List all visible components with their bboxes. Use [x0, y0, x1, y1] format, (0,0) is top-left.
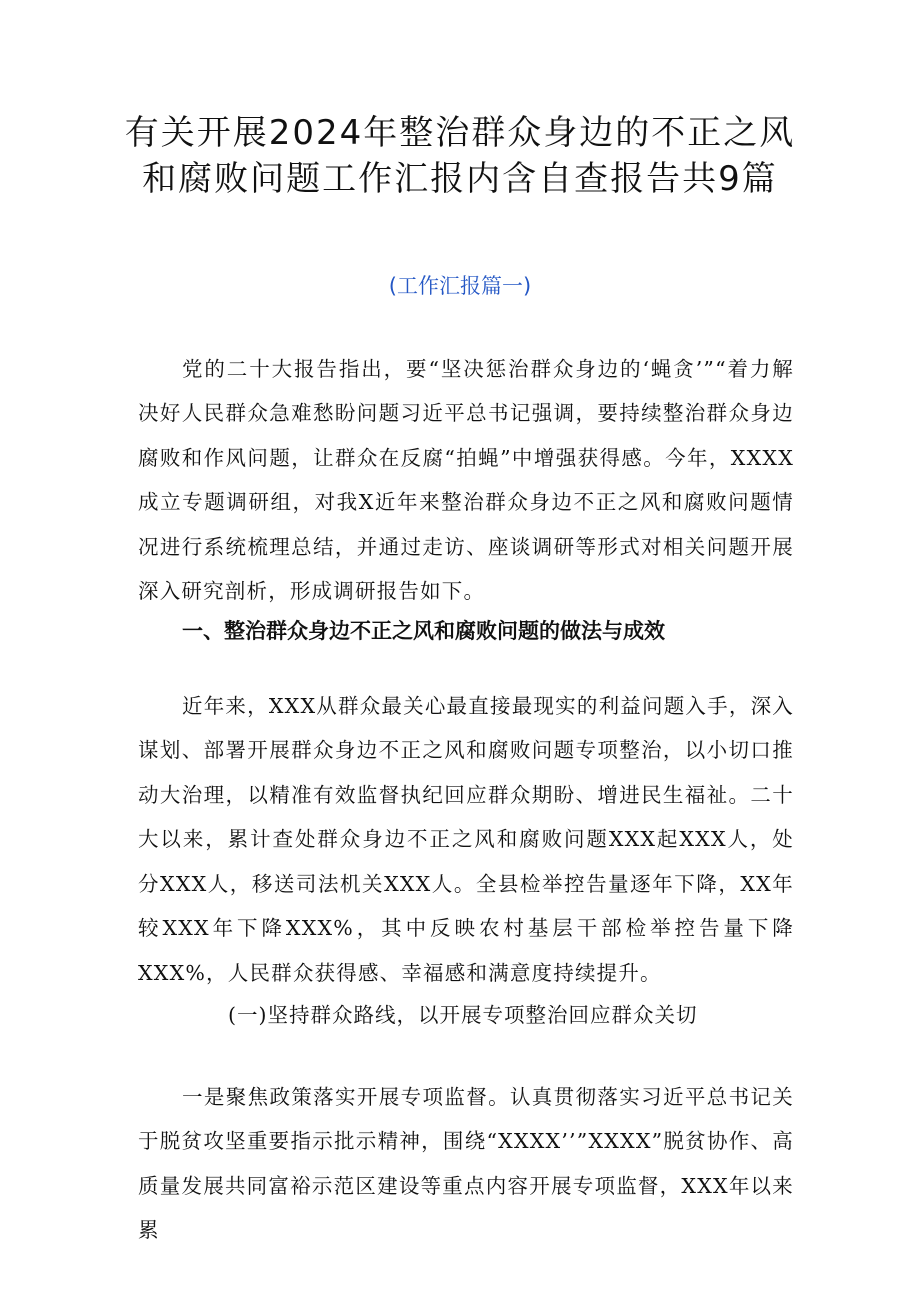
paragraph-achievements: 近年来，XXX从群众最关心最直接最现实的利益问题入手，深入谋划、部署开展群众身边不正之风和腐败问题专项整治，以小切口推动大治理，以精准有效监督执纪回应群众期盼、增进民生福祉。二十大以来，累计查处群众身边不正之风和腐败问题XXX起XXX人，处分XXX人，移送司法机关XXX人。全县检举控告量逐年下降，XX年较XXX年下降XXX%，其中反映农村基层干部检举控告量下降XXX%，人民群众获得感、幸福感和满意度持续提升。: [138, 693, 794, 985]
document-title-line1: 有关开展2024年整治群众身边的不正之风: [124, 113, 796, 153]
heading-level1: 一、整治群众身边不正之风和腐败问题的做法与成效: [182, 619, 665, 643]
document-title-line2: 和腐败问题工作汇报内含自查报告共9篇: [142, 159, 778, 199]
section-label: (工作汇报篇一): [388, 274, 532, 298]
heading-level2: (一)坚持群众路线，以开展专项整治回应群众关切: [228, 1003, 698, 1027]
paragraph-intro: 党的二十大报告指出，要“坚决惩治群众身边的‘蝇贪’”“着力解决好人民群众急难愁盼问题习近平总书记强调，要持续整治群众身边腐败和作风问题，让群众在反腐“拍蝇”中增强获得感。今年，XXXX成立专题调研组，对我X近年来整治群众身边不正之风和腐败问题情况进行系统梳理总结，并通过走访、座谈调研等形式对相关问题开展深入研究剖析，形成调研报告如下。: [138, 356, 794, 603]
paragraph-policy-supervision: 一是聚焦政策落实开展专项监督。认真贯彻落实习近平总书记关于脱贫攻坚重要指示批示精神，围绕“XXXX’’”XXXX”脱贫协作、高质量发展共同富裕示范区建设等重点内容开展专项监督，XXX年以来累: [138, 1084, 794, 1242]
